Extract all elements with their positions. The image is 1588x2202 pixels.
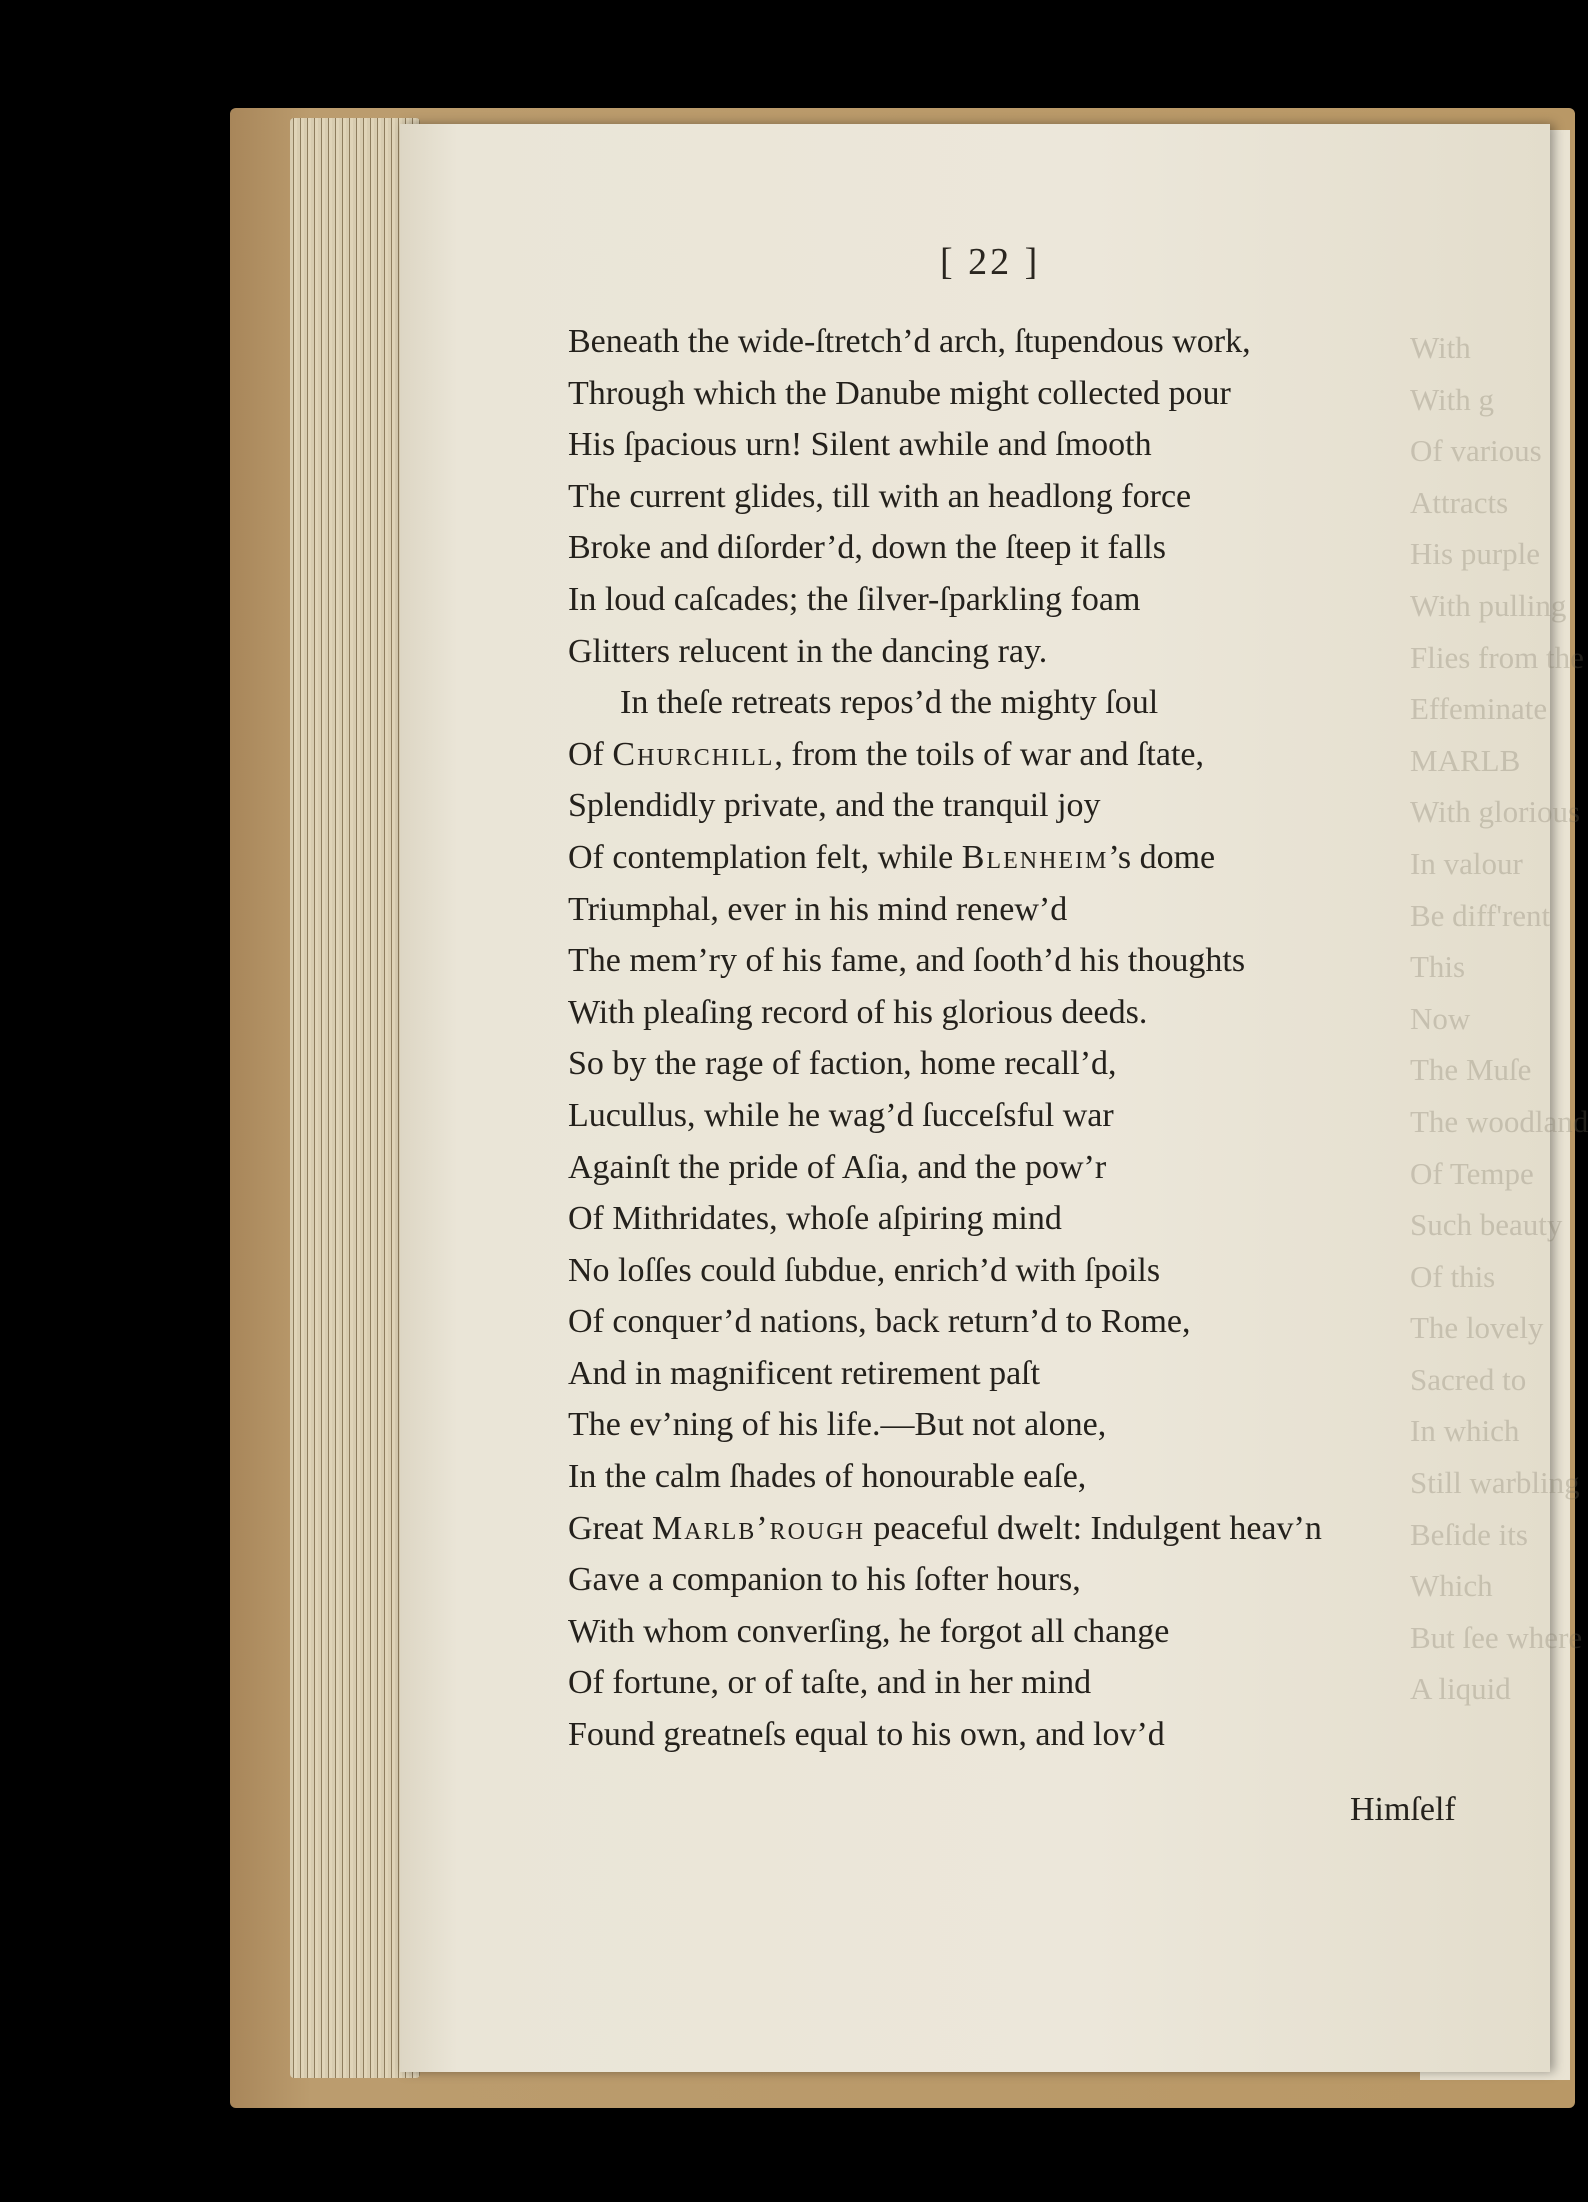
poem-line: The ev’ning of his life.—But not alone, <box>568 1406 1107 1444</box>
poem-line: And in magnificent retirement paſt <box>568 1354 1041 1392</box>
bleed-through-line: The Muſe <box>1410 1052 1532 1088</box>
bleed-through-line: MARLB <box>1410 742 1521 778</box>
poem-line: Of Churchill, from the toils of war and ſtate, <box>568 735 1205 773</box>
bleed-through-line: With pulling <box>1410 587 1567 623</box>
bleed-through-line: But ſee where <box>1410 1619 1583 1655</box>
poem-line: Beneath the wide-ſtretch’d arch, ſtupendous work, <box>568 323 1251 360</box>
poem-line: With whom converſing, he forgot all change <box>568 1612 1170 1650</box>
bleed-through-line: The lovely <box>1410 1310 1544 1346</box>
poem-line: So by the rage of faction, home recall’d, <box>568 1045 1117 1083</box>
bleed-through-line: Still warbling <box>1410 1465 1580 1501</box>
bleed-through-line: The woodland <box>1410 1103 1588 1139</box>
poem-line: No loſſes could ſubdue, enrich’d with ſpoils <box>568 1251 1161 1289</box>
bleed-through-line: In valour <box>1410 845 1523 881</box>
poem-line: Broke and diſorder’d, down the ſteep it falls <box>568 529 1166 567</box>
bleed-through-line: Of Tempe <box>1410 1155 1534 1191</box>
poem-line: His ſpacious urn! Silent awhile and ſmooth <box>568 426 1152 464</box>
bleed-through-line: With glorious <box>1410 794 1581 830</box>
bleed-through-line: Be diff'rent <box>1410 897 1551 933</box>
poem-line: The mem’ry of his fame, and ſooth’d his thoughts <box>568 942 1246 980</box>
bleed-through-line: Effeminate <box>1410 691 1548 727</box>
poem-text <box>568 316 1488 1761</box>
bleed-through-line: Beſide its <box>1410 1516 1528 1552</box>
poem-line: In the calm ſhades of honourable eaſe, <box>568 1458 1087 1496</box>
catchword: Himſelf <box>1350 1790 1456 1828</box>
bleed-through-line: His purple <box>1410 536 1541 572</box>
poem-line: Great Marlb’rough peaceful dwelt: Indulgent heav’n <box>568 1509 1322 1547</box>
bleed-through-line: Of various <box>1410 433 1542 469</box>
poem-line: Through which the Danube might collected pour <box>568 374 1231 412</box>
bleed-through-line: Of this <box>1410 1258 1496 1294</box>
small-caps-name: Blenheim <box>961 838 1109 876</box>
bleed-through-line: With <box>1410 330 1471 365</box>
poem-line: Of contemplation felt, while Blenheim’s dome <box>568 838 1216 876</box>
page-number: [ 22 ] <box>940 241 1041 283</box>
bleed-through-line: Which <box>1410 1568 1493 1604</box>
poem-line: With pleaſing record of his glorious deeds. <box>568 993 1148 1031</box>
bleed-through-line: A liquid <box>1410 1671 1511 1707</box>
small-caps-name: Marlb’rough <box>652 1509 865 1547</box>
poem-line: Of conquer’d nations, back return’d to Rome, <box>568 1303 1191 1341</box>
bleed-through-line: Attracts <box>1410 484 1509 520</box>
poem-line: In loud caſcades; the ſilver-ſparkling foam <box>568 580 1141 618</box>
poem-line: Splendidly private, and the tranquil joy <box>568 787 1101 825</box>
poem-line: Found greatneſs equal to his own, and lov’d <box>568 1716 1165 1754</box>
poem-line: In theſe retreats repos’d the mighty ſoul <box>620 684 1159 722</box>
poem-line: Glitters relucent in the dancing ray. <box>568 632 1048 670</box>
poem-line: Lucullus, while he wag’d ſucceſsful war <box>568 1096 1114 1134</box>
poem-line: The current glides, till with an headlong force <box>568 477 1192 515</box>
poem-line: Gave a companion to his ſofter hours, <box>568 1561 1081 1599</box>
bleed-through-line: Such beauty <box>1410 1207 1563 1243</box>
bleed-through-line: With g <box>1410 381 1494 417</box>
bleed-through-line: Sacred to <box>1410 1361 1527 1397</box>
bleed-through-line: Now <box>1410 1000 1471 1036</box>
bleed-through-line: Flies from the <box>1410 639 1584 675</box>
poem-line: Of Mithridates, whoſe aſpiring mind <box>568 1200 1062 1238</box>
poem-line: Triumphal, ever in his mind renew’d <box>568 890 1068 928</box>
poem-line: Of fortune, or of taſte, and in her mind <box>568 1664 1092 1702</box>
small-caps-name: Churchill <box>612 735 775 773</box>
poem-line: Againſt the pride of Aſia, and the pow’r <box>568 1148 1107 1186</box>
bleed-through-line: In which <box>1410 1413 1520 1449</box>
bleed-through-line: This <box>1410 949 1466 985</box>
